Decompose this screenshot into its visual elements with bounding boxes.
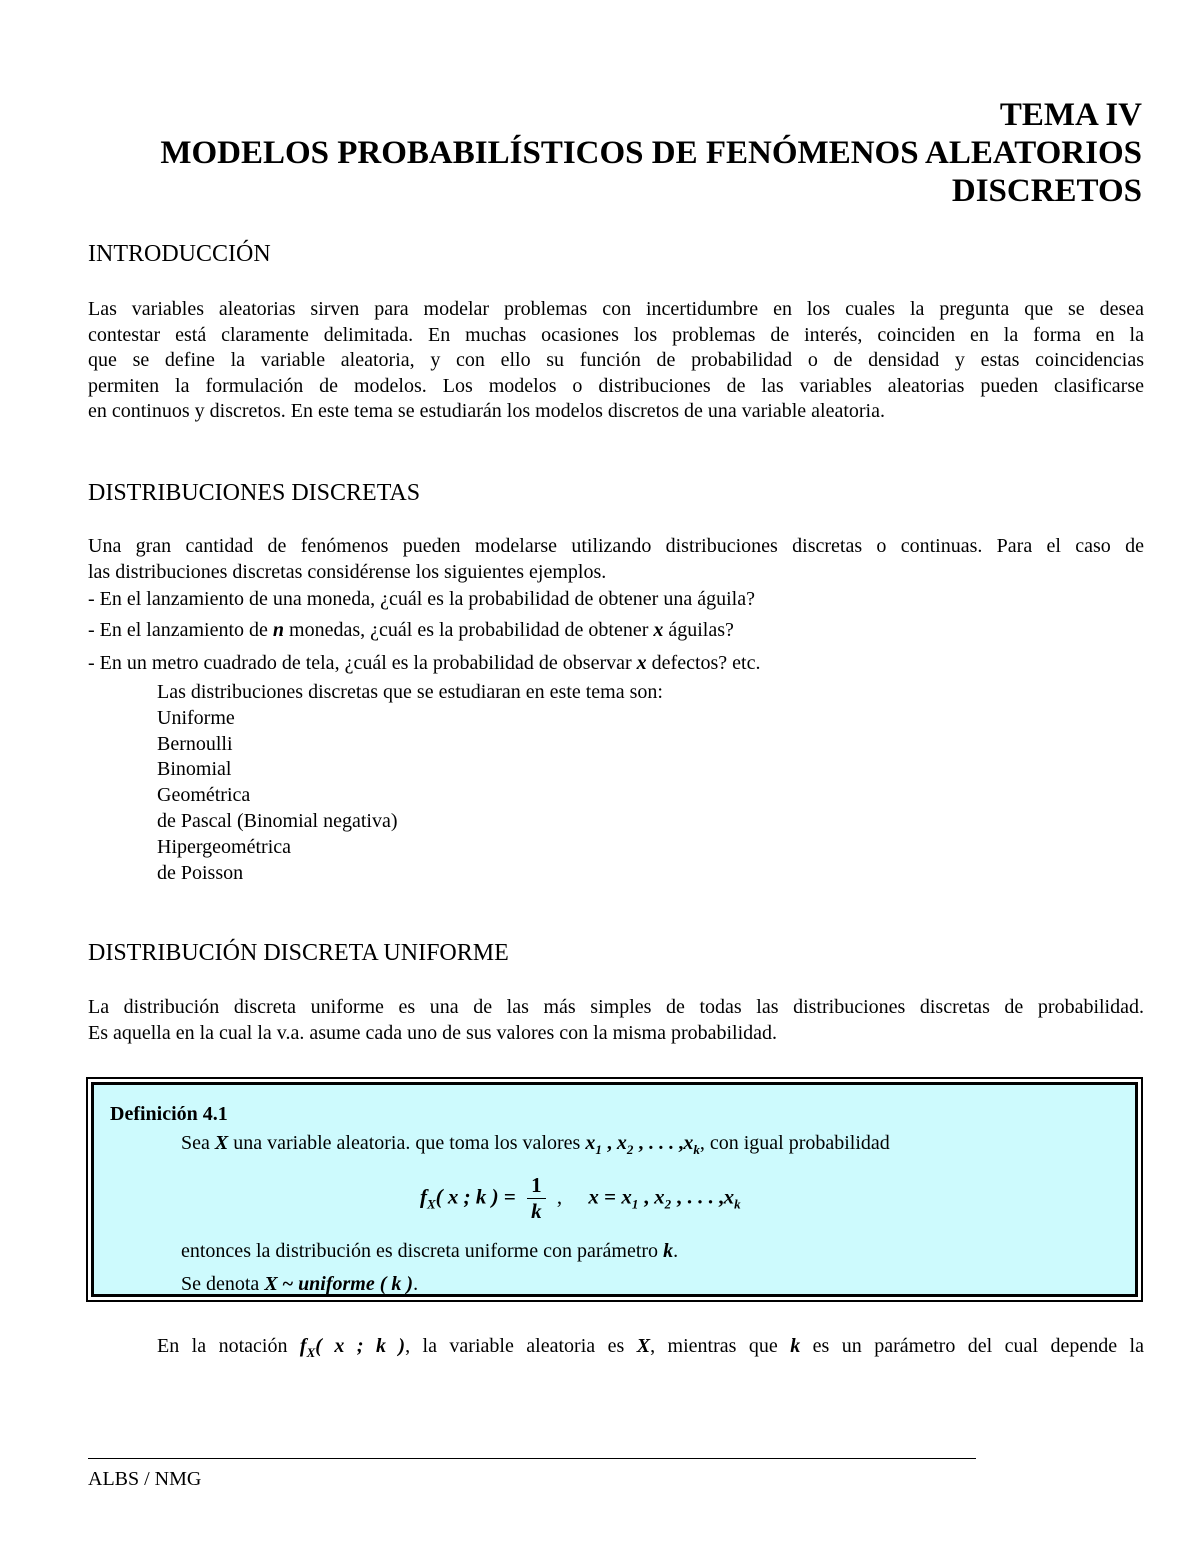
notation-paragraph [157, 1334, 1144, 1366]
notation-text: En la notación [157, 1335, 300, 1357]
subscript: 1 [595, 1142, 602, 1157]
subscript: k [693, 1142, 700, 1157]
function-f: f [420, 1184, 427, 1209]
page-title-continued: DISCRETOS [951, 173, 1142, 209]
footer-rule [88, 1458, 976, 1459]
function-args: ( x ; k ) [315, 1335, 406, 1357]
list-item: de Poisson [157, 861, 244, 884]
definition-line-2 [181, 1240, 678, 1263]
notation-text: , la variable aleatoria es [405, 1335, 637, 1357]
fraction [527, 1173, 546, 1224]
intro-heading: INTRODUCCIÓN [88, 241, 271, 267]
variable-X: X [214, 1132, 229, 1154]
list-item: Uniforme [157, 706, 235, 729]
list-item: Hipergeométrica [157, 835, 292, 858]
intro-line: Las variables aleatorias sirven para modelar problemas con incertidumbre en los cuales la pregunta que se desea [88, 298, 1144, 320]
list-item: Bernoulli [157, 732, 233, 755]
discrete-line: las distribuciones discretas considérense los siguientes ejemplos. [88, 560, 607, 583]
value-xk: x [683, 1132, 694, 1154]
example-3-text: - En un metro cuadrado de tela, ¿cuál es la probabilidad de observar [88, 652, 637, 674]
definition-text: entonces la distribución es discreta uniforme con parámetro [181, 1240, 664, 1262]
definition-line-1 [181, 1132, 890, 1158]
tilde: ~ [277, 1273, 299, 1295]
variable-x: x [636, 652, 647, 674]
value-x1: x [621, 1184, 632, 1209]
discrete-heading: DISTRIBUCIONES DISCRETAS [88, 480, 421, 506]
definition-text: una variable aleatoria. que toma los valores [228, 1132, 586, 1154]
uniform-paragraph [88, 995, 1144, 1046]
variable-k: k [790, 1335, 801, 1357]
subscript: k [734, 1196, 741, 1212]
definition-box [86, 1077, 1143, 1302]
ellipsis: , . . . , [671, 1184, 724, 1209]
notation-line [157, 1334, 1144, 1366]
footer-authors: ALBS / NMG [88, 1468, 202, 1490]
comma: , [551, 1184, 589, 1209]
definition-text: , con igual probabilidad [699, 1132, 890, 1154]
example-2-text: - En el lanzamiento de [88, 619, 273, 641]
equals: = [598, 1184, 622, 1209]
variable-X: X [264, 1273, 278, 1295]
subscript: 1 [631, 1196, 639, 1212]
function-f: f [299, 1335, 307, 1357]
uniform-line: Es aquella en la cual la v.a. asume cada uno de sus valores con la misma probabilidad. [88, 1021, 778, 1044]
page-header [160, 96, 1142, 210]
uniform-line: La distribución discreta uniforme es una de las más simples de todas las distribuciones discretas de probabilidad. [88, 996, 1144, 1018]
example-3-text: defectos? etc. [646, 652, 761, 674]
intro-line: que se define la variable aleatoria, y con ello su función de probabilidad o de densidad y estas coincidencias [88, 349, 1144, 371]
variable-x: x [588, 1184, 599, 1209]
notation-text: , mientras que [650, 1335, 791, 1357]
uniform-heading: DISTRIBUCIÓN DISCRETA UNIFORME [88, 940, 509, 966]
definition-title: Definición 4.1 [110, 1103, 228, 1125]
definition-text: Se denota [181, 1273, 265, 1295]
subscript: 2 [664, 1196, 672, 1212]
list-item: Binomial [157, 758, 232, 781]
discrete-line: Una gran cantidad de fenómenos pueden modelarse utilizando distribuciones discretas o continuas. Para el caso de [88, 535, 1144, 557]
intro-paragraph [88, 297, 1144, 425]
numerator: 1 [527, 1173, 546, 1199]
list-item: Geométrica [157, 784, 251, 807]
pmf-formula [420, 1173, 741, 1224]
intro-line: contestar está claramente delimitada. En muchas ocasiones los problemas de interés, coinciden en la forma en la [88, 323, 1144, 346]
example-3 [88, 651, 761, 676]
distribution-arg: ( k ) [374, 1273, 414, 1295]
subscript: 2 [626, 1142, 634, 1157]
example-2 [88, 618, 734, 643]
definition-text: . [673, 1240, 679, 1262]
definition-text: . [413, 1273, 419, 1295]
variable-X: X [636, 1335, 651, 1357]
ellipsis: , . . . , [633, 1132, 684, 1154]
distribution-list [157, 680, 663, 886]
variable-x: x [653, 619, 664, 641]
notation-text: es un parámetro del cual depende la [800, 1335, 1144, 1357]
denominator: k [531, 1199, 542, 1223]
separator: , [638, 1184, 655, 1209]
example-2-text: monedas, ¿cuál es la probabilidad de obtener [284, 619, 654, 641]
equals: = [498, 1184, 522, 1209]
value-x1: x [585, 1132, 596, 1154]
intro-line: en continuos y discretos. En este tema se estudiarán los modelos discretos de una variable aleatoria. [88, 400, 885, 422]
value-x2: x [654, 1184, 665, 1209]
discrete-paragraph [88, 534, 1144, 585]
list-intro: Las distribuciones discretas que se estudiaran en este tema son: [157, 681, 663, 703]
variable-k: k [663, 1240, 674, 1262]
example-2-text: águilas? [663, 619, 734, 641]
function-args: ( x ; k ) [435, 1184, 499, 1209]
variable-n: n [272, 619, 285, 641]
definition-text: Sea [181, 1132, 215, 1154]
topic-number: TEMA IV [999, 97, 1142, 133]
value-x2: x [616, 1132, 627, 1154]
subscript: X [427, 1196, 436, 1212]
distribution-name: uniforme [298, 1273, 375, 1295]
subscript: X [306, 1345, 316, 1360]
definition-box-inner [91, 1082, 1138, 1297]
separator: , [601, 1132, 617, 1154]
definition-line-3 [181, 1273, 418, 1296]
page-title: MODELOS PROBABILÍSTICOS DE FENÓMENOS ALEATORIOS [160, 135, 1142, 171]
intro-line: permiten la formulación de modelos. Los modelos o distribuciones de las variables aleatorias pueden clasificarse [88, 374, 1144, 397]
list-item: de Pascal (Binomial negativa) [157, 809, 398, 832]
example-1: - En el lanzamiento de una moneda, ¿cuál es la probabilidad de obtener una águila? [88, 588, 755, 610]
value-xk: x [723, 1184, 735, 1209]
